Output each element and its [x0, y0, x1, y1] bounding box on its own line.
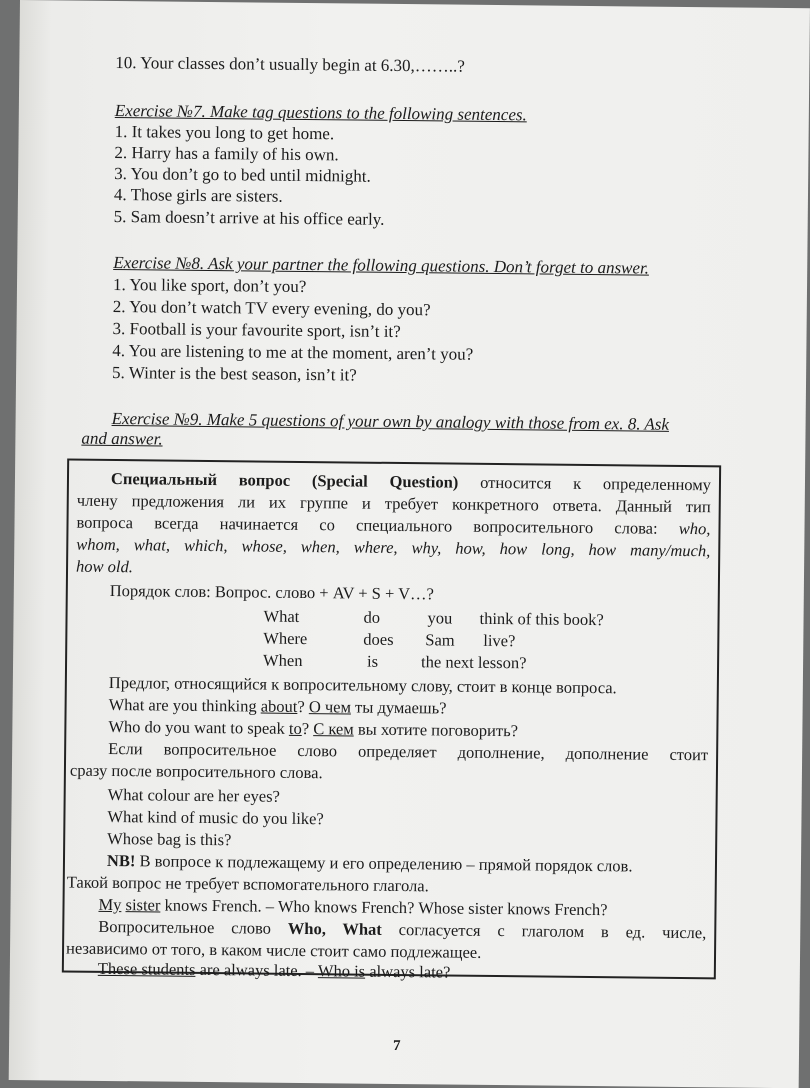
ex-underlined: Who is: [317, 961, 366, 981]
ex-text: ?: [297, 696, 309, 717]
agreement-example: [98, 959, 451, 983]
object-example: What colour are her eyes?: [107, 784, 281, 806]
exercise7-item: 2. Harry has a family of his own.: [114, 142, 339, 165]
exercise8-item: 2. You don’t watch TV every evening, do you?: [112, 296, 431, 320]
example-word: Sam: [425, 630, 455, 650]
example-word: When: [263, 650, 303, 670]
object-rule: Если вопросительное слово определяет дополнение, дополнение стоит: [108, 738, 709, 765]
box-line: члену предложения ли их группе и требует конкретного ответа. Данный тип: [76, 490, 711, 517]
exercise7-item: 1. It takes you long to get home.: [114, 121, 335, 144]
ex-text: вы хотите поговорить?: [353, 719, 519, 741]
ex-text: knows French. – Who knows French? Whose sister knows French?: [160, 895, 608, 920]
example-word: does: [363, 629, 394, 649]
example-word: do: [363, 607, 381, 627]
exercise7-item: 4. Those girls are sisters.: [113, 184, 283, 206]
exercise7-title: Exercise №7. Make tag questions to the following sentences.: [114, 100, 527, 125]
ex-text: What are you thinking: [108, 694, 261, 716]
page-number: 7: [392, 1037, 401, 1055]
exercise8-item: 3. Football is your favourite sport, isn’t it?: [112, 318, 401, 342]
exercise7-item: 5. Sam doesn’t arrive at his office early.: [113, 206, 385, 229]
agree-text: Вопросительное слово: [98, 916, 288, 938]
question-words-end: how old.: [75, 556, 134, 577]
exercise8-item: 5. Winter is the best season, isn’t it?: [112, 362, 357, 385]
ex-underlined: about: [260, 696, 298, 716]
ex-text: Who do you want to speak: [108, 716, 290, 738]
ex-underlined: These students: [97, 958, 196, 979]
ex-text: ?: [301, 718, 314, 739]
example-word: What: [263, 606, 300, 626]
ex-underlined: sister: [125, 895, 161, 915]
agreement-rule-cont: независимо от того, в каком числе стоит само подлежащее.: [65, 938, 482, 962]
exercise8-item: 4. You are listening to me at the moment, aren’t you?: [112, 340, 474, 364]
object-example: Whose bag is this?: [107, 828, 232, 850]
ex-underlined: О чем: [308, 697, 352, 717]
ex-underlined: My: [98, 894, 122, 915]
preposition-example: [108, 717, 518, 741]
exercise8-title: Exercise №8. Ask your partner the following questions. Don’t forget to answer.: [113, 252, 650, 278]
term-special-question: Специальный вопрос (Special Question): [110, 468, 459, 492]
agree-bold: Who, What: [287, 918, 382, 939]
document-page: [9, 0, 810, 1088]
object-rule-cont: сразу после вопросительного слова.: [69, 760, 323, 783]
example-word: is: [366, 651, 379, 671]
agree-text: согласуется с глаголом в ед. числе,: [381, 919, 707, 943]
example-word: live?: [483, 630, 516, 651]
line3-text: вопроса всегда начинается со специального вопросительного слова:: [76, 512, 658, 538]
intro-rest: относится к определенному: [458, 472, 712, 495]
example-word: you: [427, 608, 453, 628]
nb-rule-cont: Такой вопрос не требует вспомогательного глагола.: [66, 872, 429, 896]
nb-example: [98, 895, 607, 920]
nb-text: В вопросе к подлежащему и его определению – прямой порядок слов.: [135, 851, 633, 876]
exercise8-item: 1. You like sport, don’t you?: [112, 274, 307, 297]
ex-underlined: to: [288, 718, 302, 738]
preposition-rule: Предлог, относящийся к вопросительному слову, стоит в конце вопроса.: [108, 672, 617, 698]
ex-text: ты думаешь?: [350, 697, 447, 718]
nb-rule: [107, 851, 633, 877]
grammar-rule-box: [62, 459, 721, 980]
ex-text: always late?: [365, 961, 451, 982]
line3-italic: who,: [678, 518, 711, 539]
object-example: What kind of music do you like?: [107, 806, 324, 829]
exercise7-item: 3. You don’t go to bed until midnight.: [114, 163, 371, 186]
nb-label: NB!: [106, 850, 136, 871]
example-word: think of this book?: [479, 608, 604, 630]
ex-text: are always late. –: [195, 959, 319, 981]
word-order-formula: Порядок слов: Вопрос. слово + AV + S + V…?: [109, 580, 435, 604]
exercise6-item-10: 10. Your classes don’t usually begin at 6.30,……..?: [115, 53, 466, 76]
preposition-example: [109, 695, 447, 719]
exercise9-title-cont: and answer.: [81, 428, 163, 449]
question-words: whom, what, which, whose, when, where, why, how, how long, how many/much,: [76, 534, 711, 561]
example-word: the next lesson?: [420, 652, 527, 673]
example-word: Where: [263, 628, 308, 649]
exercise9-title: Exercise №9. Make 5 questions of your own by analogy with those from ex. 8. Ask: [111, 408, 670, 434]
ex-underlined: С кем: [313, 719, 354, 739]
